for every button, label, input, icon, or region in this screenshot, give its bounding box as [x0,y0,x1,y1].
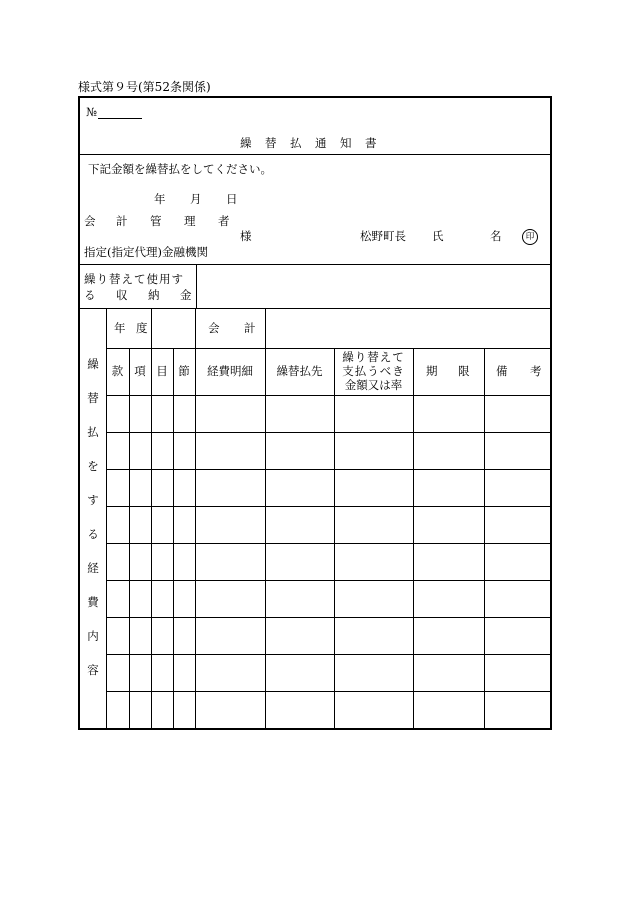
fund-label-line1: 繰り替えて使用す [84,272,184,286]
date-day-label: 日 [226,192,238,206]
table-row-line [106,654,550,655]
column-header-detail: 経費明細 [207,364,253,378]
divider [195,308,196,348]
column-header-remarks-char: 備 [496,364,508,378]
column-header-payee: 繰替払先 [276,364,323,378]
date-month-label: 月 [190,192,202,206]
date-year-label: 年 [154,192,166,206]
request-text: 下記金額を繰替払をしてください。 [88,162,272,176]
divider [151,308,152,348]
account-label-char: 会 [208,321,220,335]
side-label-char: 経 [87,561,99,575]
seal-mark: 印 [522,229,538,245]
divider [151,348,152,728]
column-header-amount-line1: 繰り替えて [342,350,405,364]
institution-label: 指定(指定代理)金融機関 [84,245,208,259]
column-header-amount-line3: 金額又は率 [344,378,403,392]
divider [80,264,550,265]
year-label-char: 年 [114,321,126,335]
divider [334,348,335,728]
accountant-label-char: 計 [116,214,128,228]
column-header-remarks-char: 考 [530,364,542,378]
divider [129,348,130,728]
side-label-char: 払 [87,425,99,439]
divider [196,264,197,308]
column-header-moku: 目 [156,364,168,378]
accountant-label-char: 者 [218,214,230,228]
column-header-setsu: 節 [178,364,190,378]
divider [173,348,174,728]
table-row-line [106,432,550,433]
table-row-line [106,469,550,470]
table-row-line [106,580,550,581]
number-label: № [86,105,97,119]
column-header-kan: 款 [111,364,124,378]
fund-label-char: 収 [116,288,128,302]
year-label-char: 度 [136,321,148,335]
divider [484,348,485,728]
fund-label-char: 納 [148,288,160,302]
accountant-label-char: 管 [150,214,162,228]
side-label-char: 費 [87,595,99,609]
number-field-line [98,118,142,119]
side-label-char: 容 [87,663,99,677]
divider [106,395,550,396]
form-caption: 様式第９号(第52条関係) [78,80,211,94]
divider [80,154,550,155]
column-header-period-char: 期 [426,364,438,378]
divider [265,348,266,728]
side-label-char: 繰 [87,357,99,371]
table-row-line [106,691,550,692]
fund-label-char: る [84,288,96,302]
name-label-char: 氏 [432,229,444,243]
table-row-line [106,506,550,507]
column-header-period-char: 限 [458,364,470,378]
divider [265,308,266,348]
form-title: 繰 替 払 通 知 書 [240,136,378,150]
side-label-char: る [87,527,99,541]
fund-label-char: 金 [180,288,192,302]
name-label-char: 名 [490,229,502,243]
divider [413,348,414,728]
side-label-char: 内 [87,629,99,643]
column-header-kou: 項 [134,364,146,378]
side-label-char: を [87,459,99,473]
table-row-line [106,617,550,618]
accountant-label-char: 理 [184,214,196,228]
side-label-char: 替 [87,391,99,405]
side-label-char: す [87,493,99,507]
notification-form [78,96,552,730]
accountant-label-char: 会 [84,214,96,228]
honorific: 様 [240,229,252,243]
mayor-label: 松野町長 [360,229,406,243]
column-header-amount-line2: 支払うべき [342,364,405,378]
table-row-line [106,543,550,544]
account-label-char: 計 [244,321,256,335]
divider [195,348,196,728]
